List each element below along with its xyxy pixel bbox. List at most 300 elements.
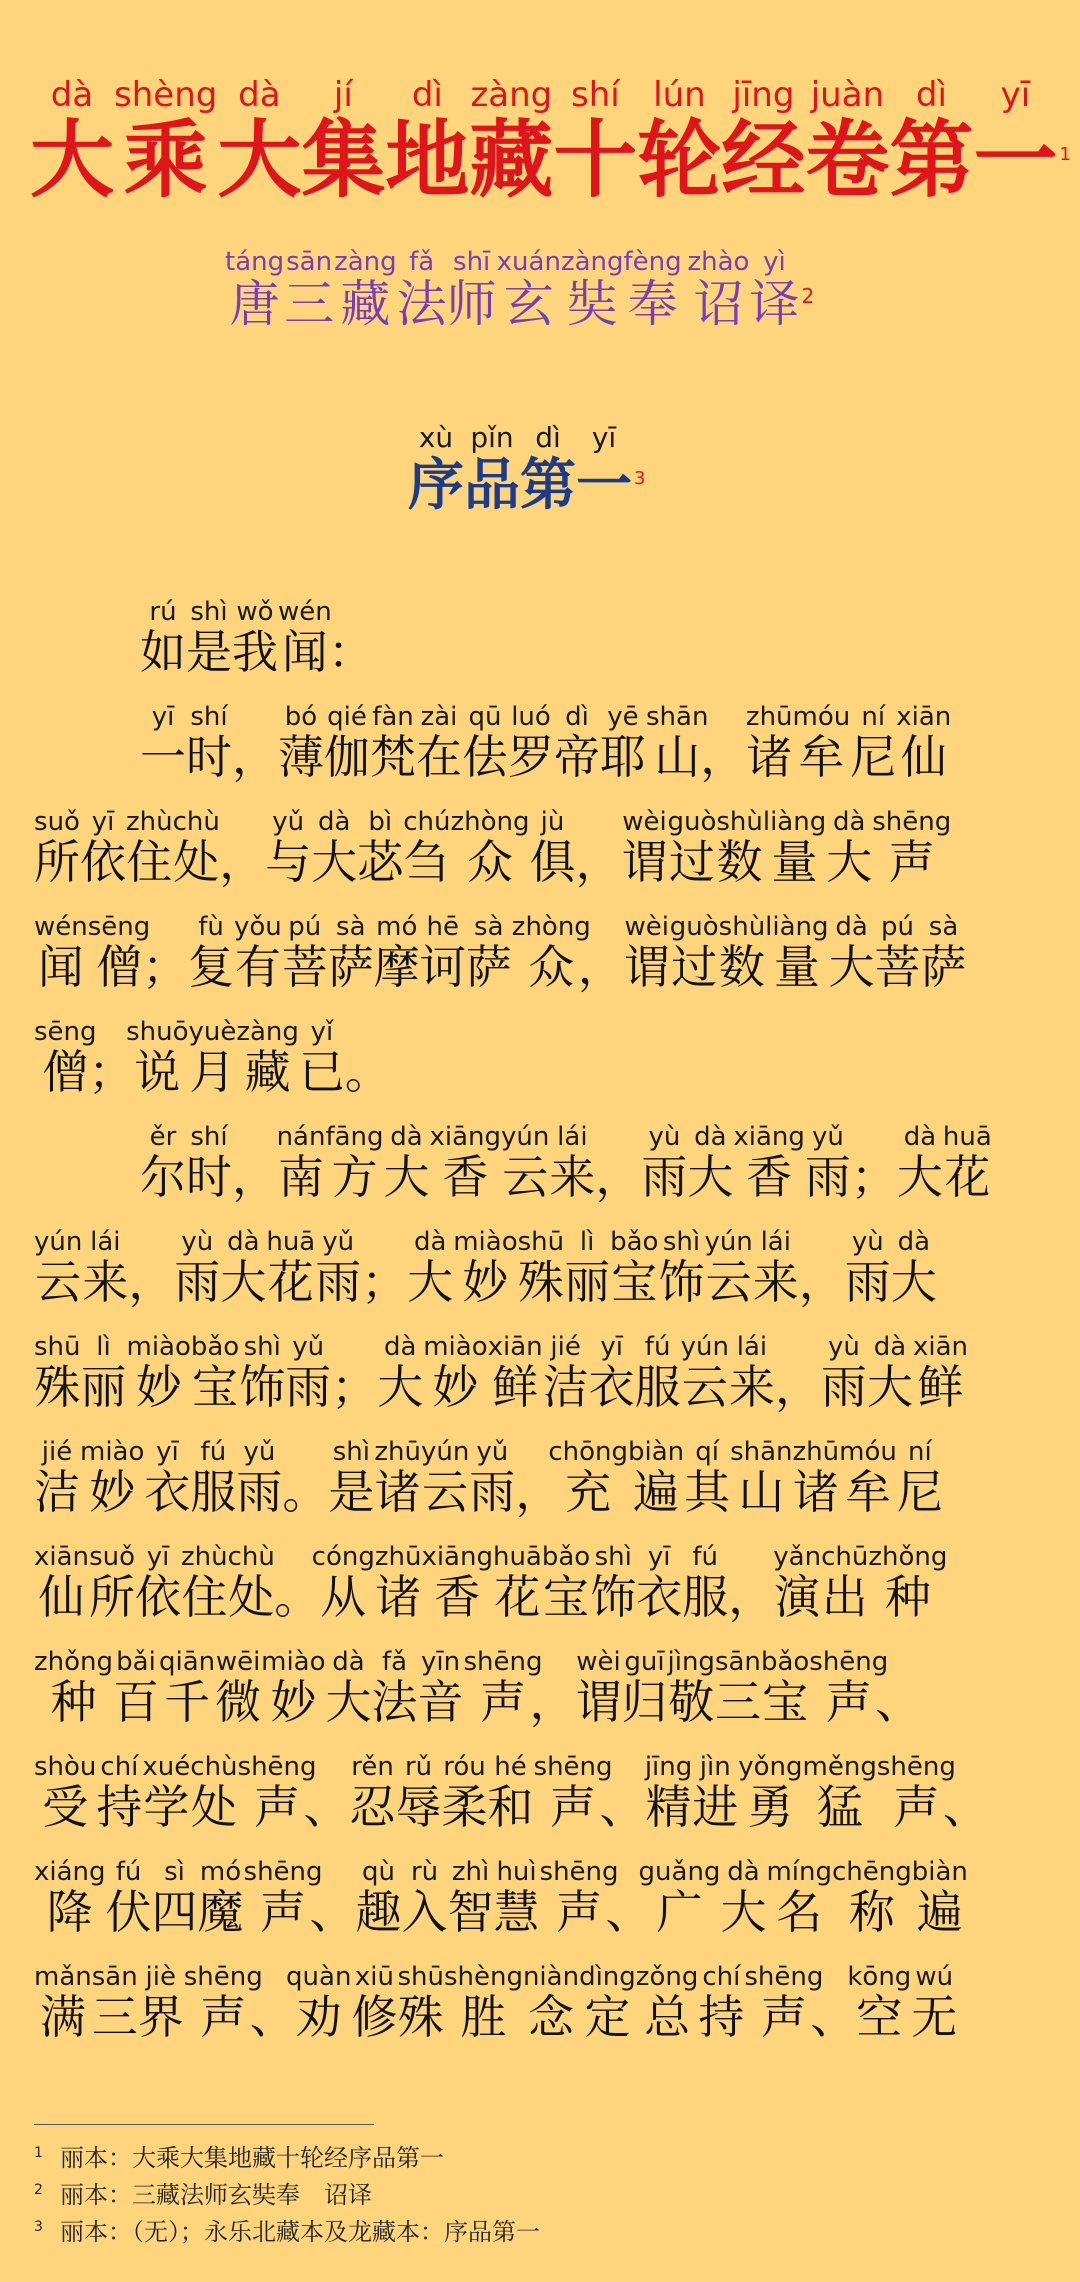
punctuation: 。: [274, 1570, 321, 1624]
ruby-char: 云yún: [704, 1227, 753, 1309]
ruby-char: 妙miào: [126, 1332, 191, 1414]
pinyin: shēng: [463, 1647, 543, 1677]
pinyin: róu: [441, 1752, 488, 1782]
ruby-char: 香xiāng: [421, 1542, 493, 1624]
ruby-char: 俱jù: [529, 807, 576, 889]
pinyin: qiān: [159, 1647, 216, 1677]
pinyin: shān: [730, 1437, 793, 1467]
ruby-char: 藏zàng: [334, 247, 397, 333]
ruby-char: 妙miào: [80, 1437, 145, 1519]
pinyin: dà: [311, 807, 358, 837]
pinyin: yún: [420, 1437, 470, 1467]
chapter-footnote-ref[interactable]: 3: [634, 468, 646, 490]
ruby-char: 名míng: [766, 1857, 832, 1939]
sutra-line: [34, 1017, 391, 1104]
punctuation: ，: [575, 835, 622, 889]
ruby-char: 大dà: [220, 1227, 267, 1309]
translator-footnote-ref[interactable]: 2: [801, 284, 815, 309]
ruby-char: 来lái: [728, 1332, 775, 1414]
ruby-char: 广guǎng: [638, 1857, 721, 1939]
ruby-char: 依yī: [135, 1542, 182, 1624]
pinyin: shòu: [34, 1752, 97, 1782]
ruby-char: 诸zhū: [745, 702, 793, 784]
ruby-char: 声shēng: [876, 1752, 956, 1834]
ruby-char: 众zhòng: [450, 807, 530, 889]
ruby-char: 宝bǎo: [610, 1227, 659, 1309]
ruby-char: 敬jìng: [667, 1647, 715, 1729]
pinyin: shēng: [183, 1962, 263, 1992]
ruby-char: 猛měng: [802, 1752, 877, 1834]
punctuation: 。: [344, 1045, 391, 1099]
ruby-char: 学xué: [142, 1752, 191, 1834]
pinyin: rǔ: [395, 1752, 442, 1782]
ruby-char: 服fú: [682, 1542, 729, 1624]
ruby-char: 是shì: [186, 597, 232, 679]
ruby-char: 诸zhū: [792, 1437, 840, 1519]
pinyin: mó: [197, 1857, 244, 1887]
ruby-char: 进jìn: [692, 1752, 739, 1834]
ruby-char: 罗luó: [508, 702, 554, 784]
pinyin: sà: [465, 912, 512, 942]
ruby-char: 持chí: [96, 1752, 143, 1834]
pinyin: yǒu: [234, 912, 282, 942]
punctuation: ，: [595, 1150, 642, 1204]
sutra-line: [34, 807, 952, 894]
ruby-char: 与yǔ: [265, 807, 312, 889]
pinyin: sà: [920, 912, 967, 942]
ruby-char: 大dà: [826, 807, 873, 889]
ruby-char: 闻wén: [278, 597, 332, 679]
punctuation: ；: [88, 1045, 135, 1099]
pinyin: fú: [634, 1332, 681, 1362]
punctuation: ，: [232, 730, 278, 784]
pinyin: xiāng: [733, 1122, 805, 1152]
pinyin: pǐn: [464, 421, 520, 454]
pinyin: shì: [186, 597, 232, 627]
ruby-char: 智zhì: [447, 1857, 494, 1939]
ruby-char: 南nán: [276, 1122, 326, 1204]
ruby-char: 经jīng: [721, 75, 806, 209]
pinyin: jiè: [137, 1962, 184, 1992]
ruby-char: 量liàng: [762, 807, 827, 889]
pinyin: zhū: [374, 1437, 421, 1467]
ruby-char: 过guò: [667, 807, 717, 889]
footnote-text: 丽本：三藏法师玄奘奉 诏译: [60, 2181, 372, 2210]
pinyin: chí: [96, 1752, 143, 1782]
ruby-char: 声shēng: [237, 1752, 317, 1834]
pinyin: zhì: [447, 1857, 494, 1887]
punctuation: 。: [282, 1465, 329, 1519]
ruby-char: 界jiè: [137, 1962, 184, 2044]
ruby-char: 耶yē: [600, 702, 646, 784]
ruby-char: 殊shū: [517, 1227, 565, 1309]
punctuation: ，: [774, 1360, 821, 1414]
pinyin: chù: [227, 1542, 275, 1572]
ruby-char: 谓wèi: [575, 1647, 622, 1729]
punctuation: 、: [810, 1990, 857, 2044]
pinyin: miào: [126, 1332, 191, 1362]
pinyin: yǔ: [265, 807, 312, 837]
pinyin: miào: [453, 1227, 518, 1257]
pinyin: bǎo: [610, 1227, 659, 1257]
ruby-char: 趣qù: [355, 1857, 402, 1939]
pinyin: dìng: [579, 1962, 636, 1992]
pinyin: shí: [186, 1122, 232, 1152]
translator-text: [225, 247, 800, 333]
ruby-char: 衣yī: [144, 1437, 191, 1519]
pinyin: qié: [324, 702, 370, 732]
punctuation: ，: [700, 730, 747, 784]
ruby-char: 饰shì: [590, 1542, 637, 1624]
pinyin: dà: [720, 1857, 767, 1887]
ruby-char: 空kōng: [847, 1962, 912, 2044]
ruby-char: 大dà: [687, 1122, 734, 1204]
pinyin: jīng: [644, 1752, 693, 1782]
sutra-line: [34, 1437, 943, 1524]
ruby-char: 已yǐ: [298, 1017, 345, 1099]
ruby-char: 衣yī: [588, 1332, 635, 1414]
pinyin: xué: [142, 1752, 191, 1782]
pinyin: zhù: [126, 807, 173, 837]
pinyin: xiāng: [429, 1122, 502, 1152]
pinyin: yù: [641, 1122, 688, 1152]
ruby-char: 诃hē: [419, 912, 466, 994]
sutra-line: [34, 1857, 968, 1944]
ruby-char: 大dà: [217, 75, 302, 209]
ruby-char: 云yún: [420, 1437, 470, 1519]
sutra-line: [140, 702, 952, 789]
ruby-char: 精jīng: [644, 1752, 693, 1834]
pinyin: wēi: [215, 1647, 262, 1677]
pinyin: mǎn: [34, 1962, 92, 1992]
ruby-char: 入rù: [401, 1857, 448, 1939]
pinyin: yì: [749, 247, 800, 277]
ruby-char: 说shuō: [126, 1017, 189, 1099]
ruby-char: 雨yù: [641, 1122, 688, 1204]
ruby-char: 谓wèi: [623, 912, 670, 994]
pinyin: zhǒng: [34, 1647, 114, 1677]
ruby-char: 遍biàn: [911, 1857, 968, 1939]
chapter-heading: [408, 421, 646, 522]
pinyin: zhū: [745, 702, 793, 732]
pinyin: jīng: [721, 75, 806, 115]
pinyin: sān: [284, 247, 335, 277]
ruby-char: 声shēng: [243, 1857, 323, 1939]
pinyin: yún: [704, 1227, 753, 1257]
ruby-char: 大dà: [720, 1857, 767, 1939]
ruby-char: 慧huì: [493, 1857, 540, 1939]
punctuation: ；: [142, 940, 189, 994]
title-footnote-ref[interactable]: 1: [1059, 144, 1071, 165]
ruby-char: 四sì: [151, 1857, 198, 1939]
ruby-char: 服fú: [634, 1332, 681, 1414]
ruby-char: 方fāng: [325, 1122, 384, 1204]
ruby-char: 雨yù: [844, 1227, 891, 1309]
ruby-char: 云yún: [501, 1122, 550, 1204]
pinyin: shì: [328, 1437, 375, 1467]
pinyin: lì: [564, 1227, 611, 1257]
ruby-char: 总zǒng: [635, 1962, 699, 2044]
pinyin: shān: [646, 702, 709, 732]
pinyin: lái: [82, 1227, 129, 1257]
ruby-char: 勇yǒng: [738, 1752, 803, 1834]
ruby-char: 大dà: [30, 75, 115, 209]
pinyin: jìng: [667, 1647, 715, 1677]
pinyin: zǒng: [635, 1962, 699, 1992]
pinyin: yǔ: [469, 1437, 516, 1467]
ruby-char: 山shān: [730, 1437, 793, 1519]
ruby-char: 大dà: [311, 807, 358, 889]
pinyin: cóng: [311, 1542, 375, 1572]
ruby-char: 过guò: [669, 912, 719, 994]
pinyin: yī: [576, 421, 632, 454]
pinyin: fāng: [325, 1122, 384, 1152]
pinyin: zàng: [334, 247, 397, 277]
pinyin: zhào: [687, 247, 750, 277]
ruby-char: 数shù: [718, 912, 766, 994]
ruby-char: 妙miào: [423, 1332, 488, 1414]
pinyin: dà: [828, 912, 875, 942]
pinyin: dì: [385, 75, 470, 115]
pinyin: yún: [501, 1122, 550, 1152]
ruby-char: 十shí: [553, 75, 638, 209]
punctuation: ，: [728, 1570, 775, 1624]
ruby-char: 三sān: [91, 1962, 138, 2044]
ruby-char: 师shī: [446, 247, 497, 333]
ruby-char: 帝dì: [554, 702, 600, 784]
pinyin: liàng: [762, 807, 827, 837]
ruby-char: 宝bǎo: [541, 1542, 591, 1624]
ruby-char: 从cóng: [311, 1542, 375, 1624]
pinyin: mó: [373, 912, 420, 942]
pinyin: huā: [266, 1227, 316, 1257]
pinyin: chōng: [548, 1437, 628, 1467]
sutra-line: [34, 1332, 968, 1419]
ruby-char: 是shì: [328, 1437, 375, 1519]
pinyin: sēng: [87, 912, 151, 942]
ruby-char: 遍biàn: [627, 1437, 685, 1519]
pinyin: guī: [621, 1647, 668, 1677]
punctuation: ，: [232, 1150, 278, 1204]
footnote-divider: [34, 2124, 374, 2125]
ruby-char: 大dà: [866, 1332, 913, 1414]
ruby-char: 众zhòng: [511, 912, 591, 994]
ruby-char: 雨yǔ: [469, 1437, 516, 1519]
ruby-char: 雨yǔ: [285, 1332, 332, 1414]
ruby-char: 宝bǎo: [190, 1332, 240, 1414]
sutra-line: [140, 597, 374, 684]
ruby-char: 月yuè: [188, 1017, 237, 1099]
pinyin: yǔ: [285, 1332, 332, 1362]
ruby-char: 萨sà: [465, 912, 512, 994]
pinyin: zài: [416, 702, 462, 732]
ruby-char: 音yīn: [417, 1647, 464, 1729]
pinyin: yún: [34, 1227, 83, 1257]
ruby-char: 辱rǔ: [395, 1752, 442, 1834]
ruby-char: 胜shèng: [443, 1962, 523, 2044]
ruby-char: 大dà: [325, 1647, 372, 1729]
pinyin: jí: [301, 75, 386, 115]
ruby-char: 宝bǎo: [760, 1647, 810, 1729]
pinyin: dà: [826, 807, 873, 837]
ruby-char: 满mǎn: [34, 1962, 92, 2044]
ruby-char: 一yī: [140, 702, 186, 784]
ruby-char: 声shēng: [463, 1647, 543, 1729]
pinyin: wén: [34, 912, 88, 942]
ruby-char: 归guī: [621, 1647, 668, 1729]
ruby-char: 仙xiān: [896, 702, 952, 784]
ruby-char: 所suǒ: [34, 807, 80, 889]
ruby-char: 量liàng: [765, 912, 829, 994]
pinyin: miào: [423, 1332, 488, 1362]
ruby-char: 闻wén: [34, 912, 88, 994]
ruby-char: 萨sà: [920, 912, 967, 994]
ruby-char: 花huā: [266, 1227, 316, 1309]
sutra-title: [30, 75, 1071, 212]
pinyin: sì: [151, 1857, 198, 1887]
ruby-char: 品pǐn: [464, 421, 520, 518]
ruby-char: 时shí: [186, 702, 232, 784]
sutra-line: [34, 1227, 937, 1314]
ruby-char: 雨yǔ: [315, 1227, 362, 1309]
ruby-char: 出chū: [821, 1542, 869, 1624]
pinyin: xiān: [912, 1332, 968, 1362]
ruby-char: 诸zhū: [374, 1542, 422, 1624]
pinyin: chū: [821, 1542, 869, 1572]
footnote-number: 1: [34, 2145, 43, 2161]
ruby-char: 伽qié: [324, 702, 370, 784]
ruby-char: 千qiān: [159, 1647, 216, 1729]
ruby-char: 丽lì: [564, 1227, 611, 1309]
footnote-number: 3: [34, 2219, 43, 2236]
pinyin: wèi: [575, 1647, 622, 1677]
pinyin: rù: [401, 1857, 448, 1887]
pinyin: guǎng: [638, 1857, 721, 1887]
ruby-char: 声shēng: [533, 1752, 613, 1834]
ruby-char: 梵fàn: [370, 702, 416, 784]
ruby-char: 谓wèi: [621, 807, 668, 889]
pinyin: niàn: [522, 1962, 580, 1992]
pinyin: qù: [355, 1857, 402, 1887]
pinyin: sān: [714, 1647, 761, 1677]
ruby-char: 乘shèng: [114, 75, 218, 209]
ruby-char: 和hé: [487, 1752, 534, 1834]
punctuation: 、: [875, 1675, 922, 1729]
pinyin: kōng: [847, 1962, 912, 1992]
pinyin: dì: [889, 75, 974, 115]
ruby-char: 鲜xiān: [912, 1332, 968, 1414]
ruby-char: 饰shì: [239, 1332, 286, 1414]
ruby-char: 雨yǔ: [804, 1122, 851, 1204]
ruby-char: 声shēng: [744, 1962, 824, 2044]
pinyin: jié: [34, 1437, 80, 1467]
sutra-line: [140, 1122, 992, 1209]
ruby-char: 鲜xiān: [487, 1332, 543, 1414]
ruby-char: 种zhǒng: [34, 1647, 114, 1729]
pinyin: pú: [874, 912, 921, 942]
pinyin: sà: [327, 912, 374, 942]
ruby-char: 尼ní: [850, 702, 897, 784]
ruby-char: 大dà: [828, 912, 875, 994]
pinyin: shī: [446, 247, 497, 277]
ruby-char: 大dà: [407, 1227, 454, 1309]
ruby-char: 受shòu: [34, 1752, 97, 1834]
pinyin: shì: [658, 1227, 705, 1257]
pinyin: xiáng: [34, 1857, 106, 1887]
pinyin: shí: [553, 75, 638, 115]
ruby-char: 三sān: [714, 1647, 761, 1729]
pinyin: suǒ: [89, 1542, 136, 1572]
ruby-char: 复fù: [188, 912, 235, 994]
pinyin: shēng: [539, 1857, 619, 1887]
pinyin: wú: [911, 1962, 958, 1992]
pinyin: rěn: [349, 1752, 396, 1782]
pinyin: míng: [766, 1857, 832, 1887]
ruby-char: 丽lì: [80, 1332, 127, 1414]
pinyin: xù: [408, 421, 464, 454]
pinyin: dà: [383, 1122, 430, 1152]
footnote-item: [34, 2214, 540, 2251]
pinyin: jù: [529, 807, 576, 837]
ruby-char: 卷juàn: [805, 75, 890, 209]
pinyin: sān: [91, 1962, 138, 1992]
ruby-char: 其qí: [684, 1437, 731, 1519]
pinyin: huā: [942, 1122, 992, 1152]
pinyin: xiān: [34, 1542, 90, 1572]
ruby-char: 称chēng: [831, 1857, 912, 1939]
ruby-char: 法fǎ: [371, 1647, 418, 1729]
punctuation: 、: [605, 1885, 652, 1939]
sutra-line: [34, 1962, 958, 2049]
pinyin: yī: [144, 1437, 191, 1467]
ruby-char: 在zài: [416, 702, 462, 784]
ruby-char: 薄bó: [278, 702, 324, 784]
ruby-char: 无wú: [911, 1962, 958, 2044]
pinyin: shù: [718, 912, 766, 942]
pinyin: hé: [487, 1752, 534, 1782]
pinyin: shēng: [809, 1647, 889, 1677]
pinyin: shēng: [744, 1962, 824, 1992]
pinyin: xiū: [351, 1962, 398, 1992]
pinyin: táng: [225, 247, 285, 277]
ruby-char: 忍rěn: [349, 1752, 396, 1834]
ruby-char: 定dìng: [579, 1962, 636, 2044]
ruby-char: 诸zhū: [374, 1437, 421, 1519]
ruby-char: 僧sēng: [34, 1017, 97, 1099]
ruby-char: 牟móu: [792, 702, 851, 784]
pinyin: yī: [636, 1542, 683, 1572]
pinyin: shēng: [533, 1752, 613, 1782]
sutra-line: [34, 1647, 922, 1734]
ruby-char: 香xiāng: [429, 1122, 502, 1204]
ruby-char: 我wǒ: [232, 597, 278, 679]
pinyin: lái: [549, 1122, 596, 1152]
pinyin: dà: [217, 75, 302, 115]
punctuation: ，: [128, 1255, 175, 1309]
ruby-char: 雨yù: [820, 1332, 867, 1414]
pinyin: yǔ: [804, 1122, 851, 1152]
pinyin: qí: [684, 1437, 731, 1467]
pinyin: zhù: [181, 1542, 228, 1572]
pinyin: yī: [588, 1332, 635, 1362]
ruby-char: 奉fèng: [623, 247, 682, 333]
ruby-char: 第dì: [520, 421, 576, 518]
ruby-char: 藏zàng: [236, 1017, 299, 1099]
pinyin: yǐ: [298, 1017, 345, 1047]
pinyin: yī: [140, 702, 186, 732]
ruby-char: 佉qū: [462, 702, 508, 784]
pinyin: shū: [397, 1962, 444, 1992]
